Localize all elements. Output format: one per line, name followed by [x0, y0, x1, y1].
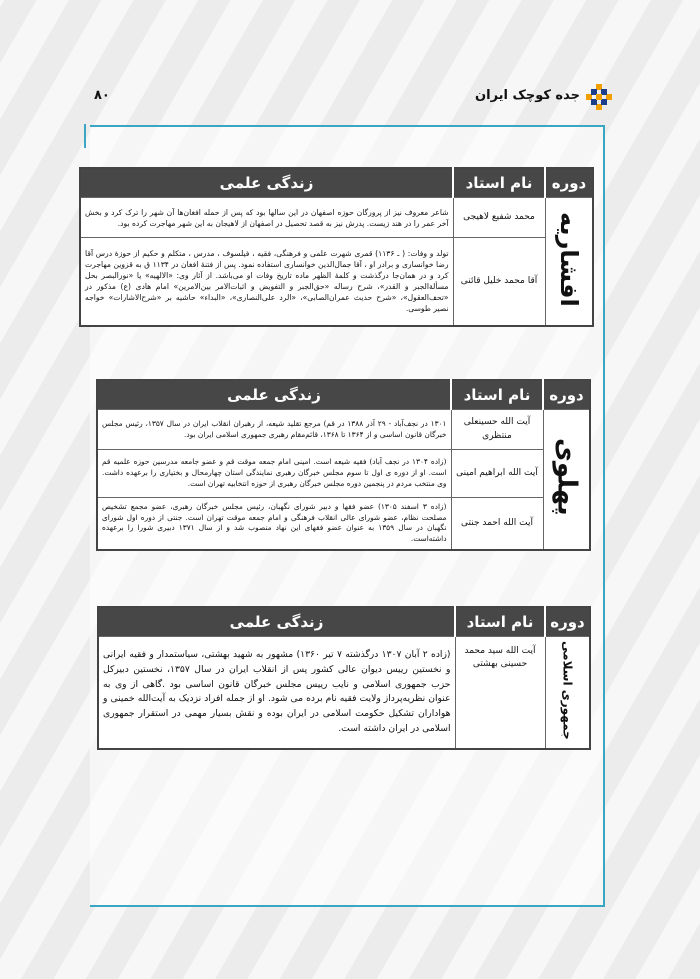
period-label: پهلوی: [551, 438, 582, 517]
table-header-row: [98, 607, 590, 637]
column-header-master: نام استاد: [451, 380, 543, 410]
column-header-period: دوره: [545, 607, 590, 637]
master-cell: آیت الله حسینعلی منتظری: [451, 410, 543, 450]
page-number: ۸۰: [94, 88, 110, 103]
table-header-row: [80, 168, 593, 198]
table-row: [80, 238, 593, 326]
bio-cell: تولد و وفات: ( ـ ۱۱۳۶) قمری شهرت علمی و فرهنگی، فقیه ، فیلسوف ، مدرس ، متکلم و حکیم از حوزهٔ درس آقا رضا خوانساری و برادر او ، آقا جمال‌الدین خوانساری استفاده نمود. پس از فتنهٔ افغان در ۱۱۳۴ ق به قزوین مهاجرت کرد و در همان‌جا درگذشت و کلمهٔ الظهر ماده تاریخ وفات او می‌باشد. از آثار وی: «الالهیه» یا «نورالبصر بحل مسألةالجبر و القدر»، شرح رساله «حق‌الجبر و التفویض و اثبات‌الامر بین‌الامرین» امام هادی (ع) مذکور در «تحف‌العقول»، «شرح حدیث عمران‌الصابی»، «الرد علی‌النصاری»، «البداء» حاشیه بر «شرح‌الاشارات» خواجه نصیر طوسی.: [80, 238, 453, 326]
master-cell: آیت الله سید محمد حسینی بهشتی: [455, 637, 545, 749]
bio-cell: شاعر معروف نیز از پرورگان حوزه اصفهان در این سالها بود که پس از حمله افغان‌ها آن شهر را ترک کرد و بخش آخر عمر را در هند زیست. پدرش نیز به قصد تحصیل در اصفهان از لاهیجان به این شهر مهاجرت کرده بود.: [80, 198, 453, 238]
column-header-master: نام استاد: [453, 168, 545, 198]
period-cell: [545, 198, 593, 326]
frame-left-edge: [84, 124, 86, 148]
period-cell: [543, 410, 590, 550]
period-label: افشاریه: [554, 211, 583, 307]
table-pahlavi: [96, 379, 591, 551]
table-afsharieh: [79, 167, 594, 327]
table-row: [98, 637, 590, 749]
master-cell: آقا محمد خلیل قائنی: [453, 238, 545, 326]
table-header-row: [97, 380, 590, 410]
table-row: [97, 498, 590, 550]
column-header-period: دوره: [543, 380, 590, 410]
table-islamic-republic: [97, 606, 591, 750]
bio-cell: (زاده ۲ آبان ۱۳۰۷ درگذشته ۷ تیر ۱۳۶۰) مشهور به شهید بهشتی، سیاستمدار و فقیه ایرانی و نخستین رییس دیوان عالی کشور پس از انقلاب ایران در سال ۱۳۵۷، نخستین دبیرکل حزب جمهوری اسلامی و نایب رییس مجلس خبرگان قانون اساسی بود .گاهی از وی به عنوان نظریه‌پرداز ولایت فقیه نام برده می شود. او از جمله افراد نزدیک به آیت‌الله خمینی و هواداران تشکیل حکومت اسلامی در ایران بوده و نقش بسیار مهمی در استقرار جمهوری اسلامی در ایران داشته است.: [98, 637, 455, 749]
period-cell: [545, 637, 590, 749]
master-cell: محمد شفیع لاهیجی: [453, 198, 545, 238]
master-cell: آیت الله ابراهیم امینی: [451, 450, 543, 498]
bio-cell: ۱۳۰۱ در نجف‌آباد - ۲۹ آذر ۱۳۸۸ در قم) مرجع تقلید شیعه، از رهبران انقلاب ایران در سال ۱۳۵۷، رئیس مجلس خبرگان قانون اساسی و از ۱۳۶۴ تا ۱۳۶۸، قائم‌مقام رهبری جمهوری اسلامی ایران بود.: [97, 410, 451, 450]
table-row: [97, 450, 590, 498]
period-label: جمهوری اسلامی: [560, 640, 575, 740]
table-row: [97, 410, 590, 450]
logo-icon: [586, 84, 612, 110]
column-header-bio: زندگی علمی: [97, 380, 451, 410]
bio-cell: (زاده ۳ اسفند ۱۳۰۵) عضو فقها و دبیر شورای نگهبان، رئیس مجلس خبرگان رهبری، عضو مجمع تشخیص مصلحت نظام، عضو شورای عالی انقلاب فرهنگی و امام جمعه موقت تهران است. جنتی از دوره اول شورای نگهبان در سال ۱۳۵۹ به عنوان عضو فقهای این نهاد منصوب شد و از سال ۱۳۷۱ دبیری شورا را برعهده داشته‌است.: [97, 498, 451, 550]
column-header-bio: زندگی علمی: [98, 607, 455, 637]
column-header-bio: زندگی علمی: [80, 168, 453, 198]
page-header: [0, 82, 700, 112]
table-row: [80, 198, 593, 238]
column-header-period: دوره: [545, 168, 593, 198]
master-cell: آیت الله احمد جنتی: [451, 498, 543, 550]
header-title: جده کوچک ایران: [475, 88, 580, 103]
column-header-master: نام استاد: [455, 607, 545, 637]
bio-cell: (زاده ۱۳۰۴ در نجف آباد) فقیه شیعه است. امینی امام جمعه موقت قم و عضو جامعه مدرسین حوزه علمیه قم است. او از دوره ی اول تا سوم مجلس خبرگان رهبری نمایندگی استان چهارمحال و بختیاری را برعهده داشت. وی منتخب مردم در پنجمین دوره مجلس خبرگان رهبری از حوزه انتخابیه تهران است.: [97, 450, 451, 498]
